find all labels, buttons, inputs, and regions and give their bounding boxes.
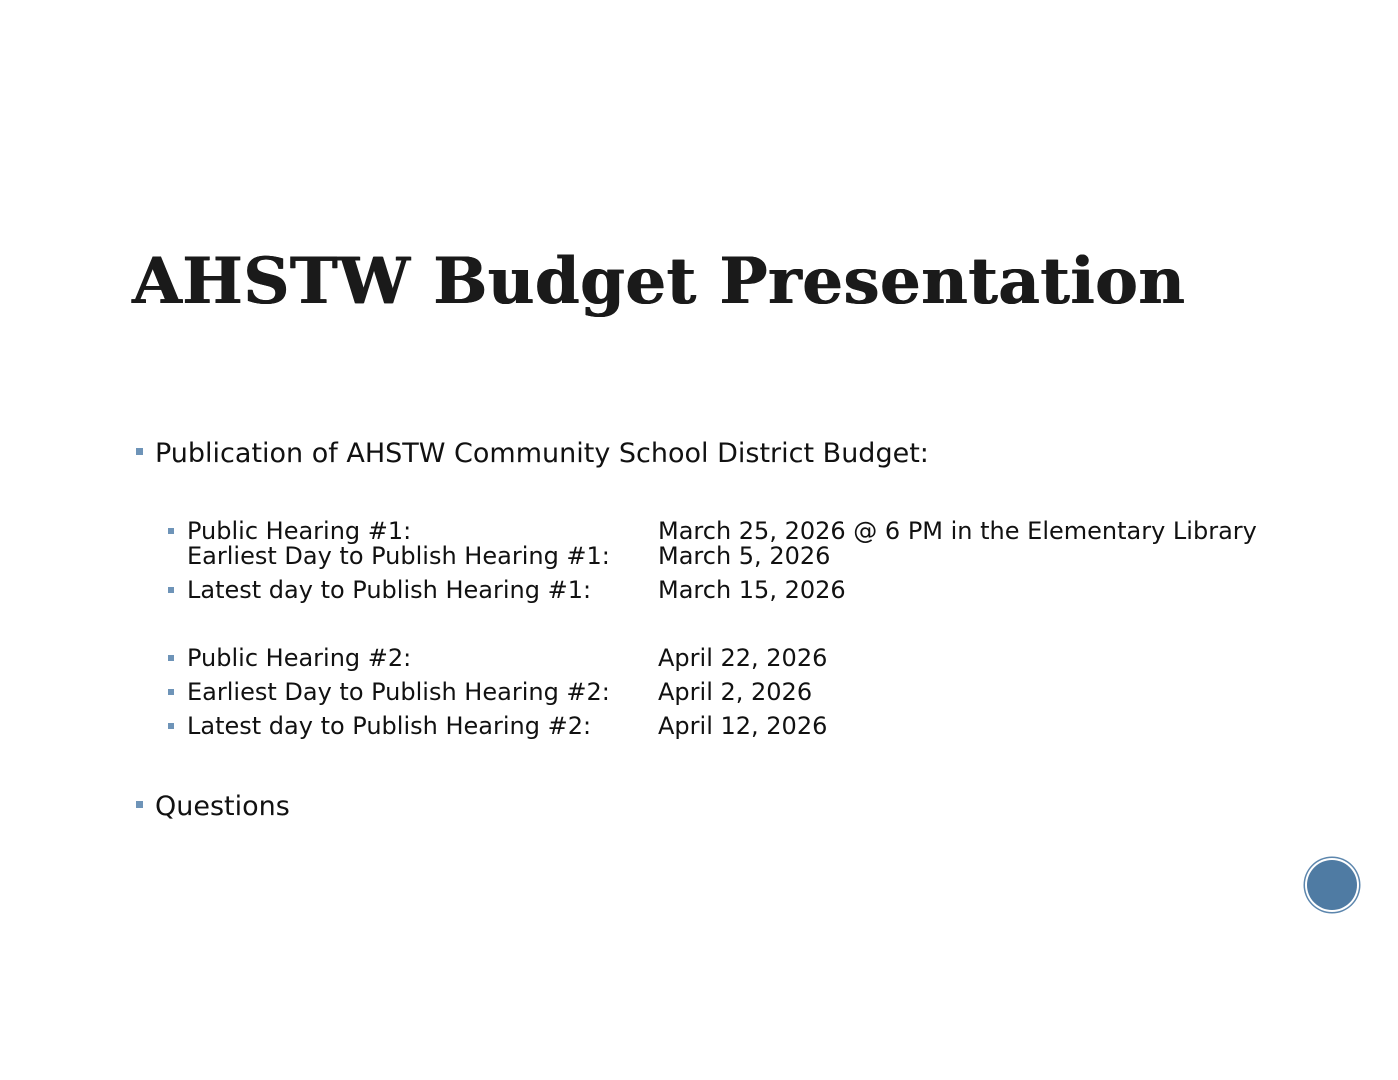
- item-label: Latest day to Publish Hearing #1:: [187, 576, 592, 604]
- square-bullet-icon: [136, 448, 143, 455]
- slide-title: AHSTW Budget Presentation: [132, 244, 1186, 319]
- item-label: Earliest Day to Publish Hearing #1:: [187, 542, 610, 570]
- bullet-publication: [136, 440, 929, 467]
- item-value: April 2, 2026: [658, 678, 813, 706]
- square-bullet-icon: [168, 655, 174, 661]
- item-label: Public Hearing #1:: [187, 517, 412, 545]
- bullet-questions-text: Questions: [155, 791, 290, 822]
- item-value: March 25, 2026 @ 6 PM in the Elementary Library: [658, 517, 1257, 545]
- circle-badge-icon: [1307, 860, 1357, 910]
- square-bullet-icon: [136, 801, 143, 808]
- bullet-questions: [136, 793, 290, 820]
- item-value: April 12, 2026: [658, 712, 828, 740]
- bullet-publication-text: Publication of AHSTW Community School District Budget:: [155, 438, 929, 469]
- item-value: March 5, 2026: [658, 542, 831, 570]
- square-bullet-icon: [168, 587, 174, 593]
- item-label: Earliest Day to Publish Hearing #2:: [187, 678, 610, 706]
- item-value: March 15, 2026: [658, 576, 846, 604]
- item-value: April 22, 2026: [658, 644, 828, 672]
- square-bullet-icon: [168, 723, 174, 729]
- item-label: Latest day to Publish Hearing #2:: [187, 712, 592, 740]
- square-bullet-icon: [168, 689, 174, 695]
- item-label: Public Hearing #2:: [187, 644, 412, 672]
- square-bullet-icon: [168, 528, 174, 534]
